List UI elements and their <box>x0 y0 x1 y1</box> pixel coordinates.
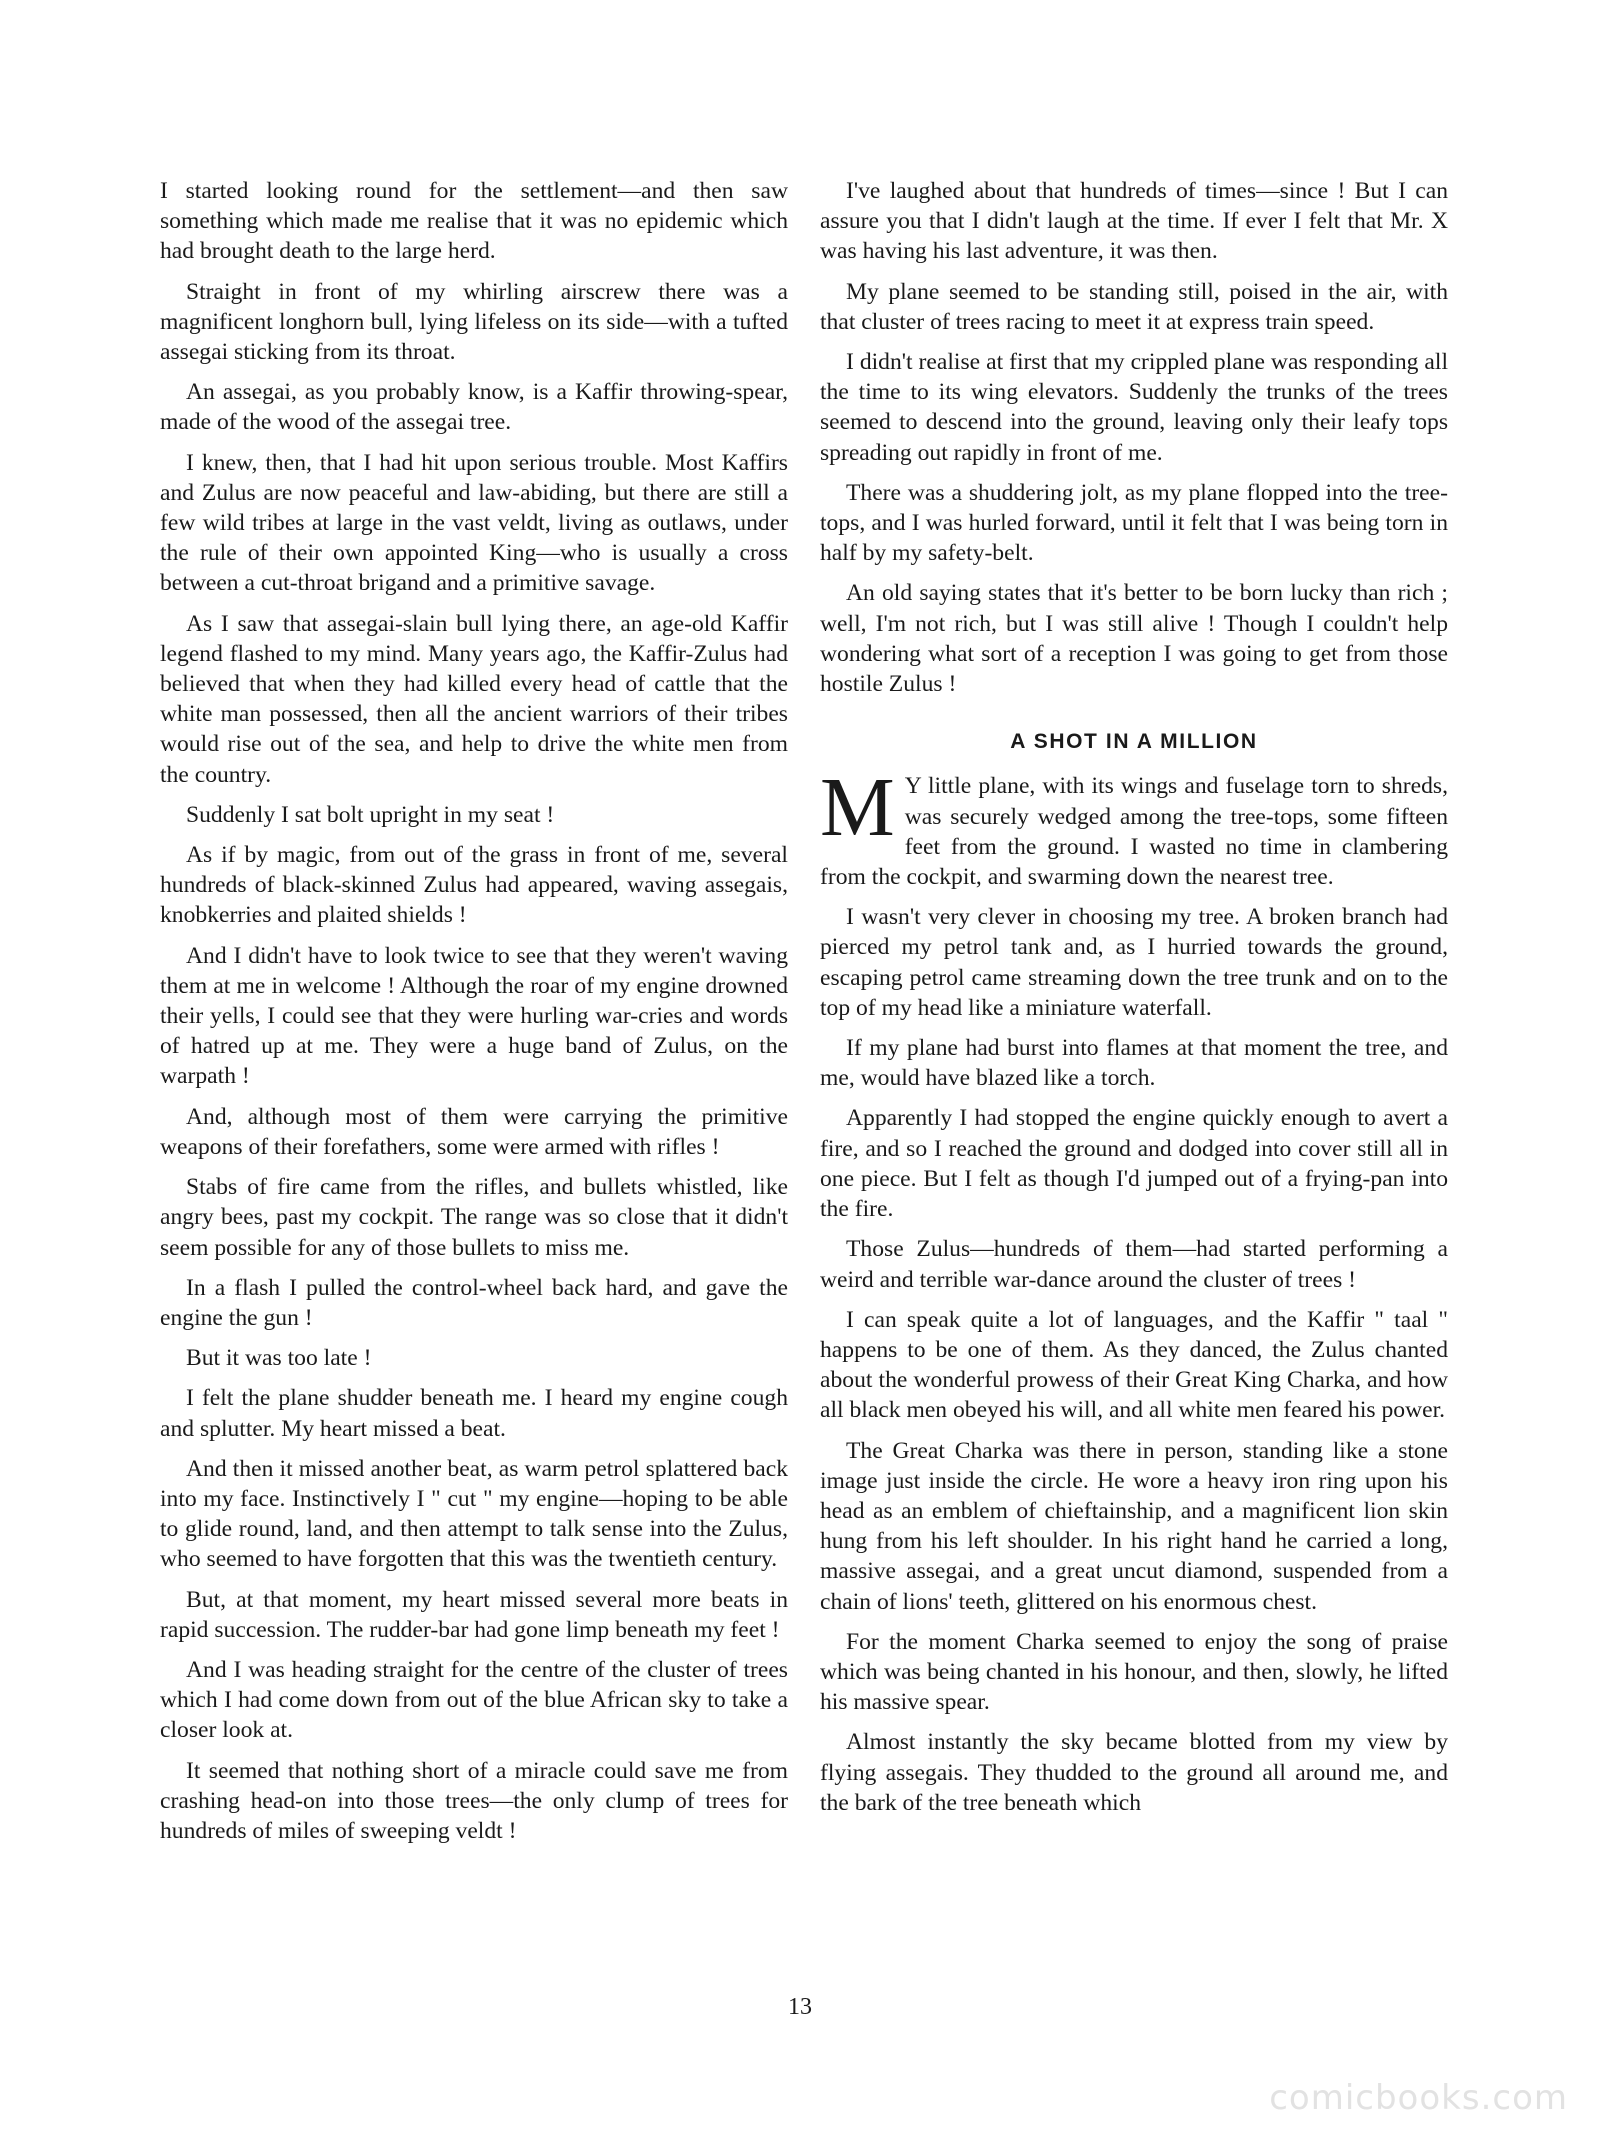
paragraph: And, although most of them were carrying the primitive weapons of their forefathers, some were armed with rifles ! <box>160 1103 788 1160</box>
paragraph: As if by magic, from out of the grass in front of me, several hundreds of black-skinned Zulus had appeared, waving assegais, knobkerries and plaited shields ! <box>160 842 788 929</box>
drop-cap-letter: M <box>820 761 895 855</box>
paragraph: The Great Charka was there in person, standing like a stone image just inside the circle. He wore a heavy iron ring upon his head as an emblem of chieftainship, and a magnificent lion skin hung from his left shoulder. In his right hand he carried a long, massive assegai, and a great uncut diamond, suspended from a chain of lions' teeth, glittered on his enormous chest. <box>820 1437 1448 1615</box>
paragraph: Suddenly I sat bolt upright in my seat ! <box>186 801 555 828</box>
paragraph: I felt the plane shudder beneath me. I heard my engine cough and splutter. My heart missed a beat. <box>160 1385 788 1442</box>
paragraph: And then it missed another beat, as warm petrol splattered back into my face. Instinctively I " cut " my engine—hoping to be able to glide round, land, and then attempt to talk sense into the Zulus, who seemed to have forgotten that this was the twentieth century. <box>160 1455 788 1573</box>
paragraph: As I saw that assegai-slain bull lying there, an age-old Kaffir legend flashed to my mind. Many years ago, the Kaffir-Zulus had believed that when they had killed every head of cattle that the white man possessed, then all the ancient warriors of their tribes would rise out of the sea, and help to drive the white men from the country. <box>160 610 788 788</box>
paragraph: But it was too late ! <box>186 1345 372 1372</box>
dropcap-paragraph <box>820 761 1448 892</box>
paragraph: An assegai, as you probably know, is a Kaffir throwing-spear, made of the wood of the assegai tree. <box>160 379 788 436</box>
paragraph: My plane seemed to be standing still, poised in the air, with that cluster of trees racing to meet it at express train speed. <box>820 278 1448 335</box>
paragraph: I didn't realise at first that my crippled plane was responding all the time to its wing elevators. Suddenly the trunks of the trees seemed to descend into the ground, leaving only their leafy tops spreading out rapidly in front of me. <box>820 349 1448 466</box>
paragraph: In a flash I pulled the control-wheel back hard, and gave the engine the gun ! <box>160 1274 788 1331</box>
paragraph: For the moment Charka seemed to enjoy the song of praise which was being chanted in his honour, and then, slowly, he lifted his massive spear. <box>820 1628 1448 1716</box>
section-heading: A SHOT IN A MILLION <box>1010 730 1258 754</box>
paragraph: I knew, then, that I had hit upon serious trouble. Most Kaffirs and Zulus are now peaceful and law-abiding, but there are still a few wild tribes at large in the vast veldt, living as outlaws, under the rule of their own appointed King—who is usually a cross between a cut-throat brigand and a primitive savage. <box>160 449 788 597</box>
page-number: 13 <box>788 1994 812 2020</box>
left-column <box>160 176 788 1856</box>
paragraph: Almost instantly the sky became blotted from my view by flying assegais. They thudded to the ground all around me, and the bark of the tree beneath which <box>820 1729 1448 1816</box>
paragraph: Stabs of fire came from the rifles, and bullets whistled, like angry bees, past my cockpit. The range was so close that it didn't seem possible for any of those bullets to miss me. <box>160 1174 788 1261</box>
paragraph: And I was heading straight for the centre of the cluster of trees which I had come down from out of the blue African sky to take a closer look at. <box>160 1656 788 1744</box>
paragraph: But, at that moment, my heart missed several more beats in rapid succession. The rudder-bar had gone limp beneath my feet ! <box>160 1586 788 1643</box>
paragraph: If my plane had burst into flames at that moment the tree, and me, would have blazed like a torch. <box>820 1035 1448 1092</box>
paragraph: Straight in front of my whirling airscrew there was a magnificent longhorn bull, lying lifeless on its side—with a tufted assegai sticking from its throat. <box>160 278 788 366</box>
paragraph: An old saying states that it's better to be born lucky than rich ; well, I'm not rich, but I was still alive ! Though I couldn't help wondering what sort of a reception I was going to get from those hostile Zulus ! <box>820 580 1448 698</box>
paragraph: I started looking round for the settlement—and then saw something which made me realise that it was no epidemic which had brought death to the large herd. <box>160 178 788 265</box>
right-column <box>820 176 1448 1828</box>
paragraph: Apparently I had stopped the engine quickly enough to avert a fire, and so I reached the ground and dodged into cover still all in one piece. But I felt as though I'd jumped out of a frying-pan into the fire. <box>820 1105 1448 1223</box>
paragraph: I can speak quite a lot of languages, and the Kaffir " taal " happens to be one of them. As they danced, the Zulus chanted about the wonderful prowess of their Great King Charka, and how all black men obeyed his will, and all white men feared his power. <box>820 1306 1448 1424</box>
paragraph: There was a shuddering jolt, as my plane flopped into the tree-tops, and I was hurled forward, until it felt that I was being torn in half by my safety-belt. <box>820 479 1448 567</box>
paragraph: I wasn't very clever in choosing my tree. A broken branch had pierced my petrol tank and, as I hurried towards the ground, escaping petrol came streaming down the tree trunk and on to the top of my head like a miniature waterfall. <box>820 904 1448 1021</box>
dropcap-paragraph-text: Y little plane, with its wings and fuselage torn to shreds, was securely wedged among the tree-tops, some fifteen feet from the ground. I wasted no time in clambering from the cockpit, and swarming down the nearest tree. <box>820 773 1448 891</box>
paragraph: I've laughed about that hundreds of times—since ! But I can assure you that I didn't laugh at the time. If ever I felt that Mr. X was having his last adventure, it was then. <box>820 178 1448 265</box>
paragraph: Those Zulus—hundreds of them—had started performing a weird and terrible war-dance around the cluster of trees ! <box>820 1236 1448 1293</box>
watermark: comicbooks.com <box>1269 2078 1568 2118</box>
paragraph: And I didn't have to look twice to see that they weren't waving them at me in welcome ! Although the roar of my engine drowned their yells, I could see that they were hurling war-cries and words of hatred up at me. They were a huge band of Zulus, on the warpath ! <box>160 942 788 1090</box>
paragraph: It seemed that nothing short of a miracle could save me from crashing head-on into those trees—the only clump of trees for hundreds of miles of sweeping veldt ! <box>160 1757 788 1844</box>
